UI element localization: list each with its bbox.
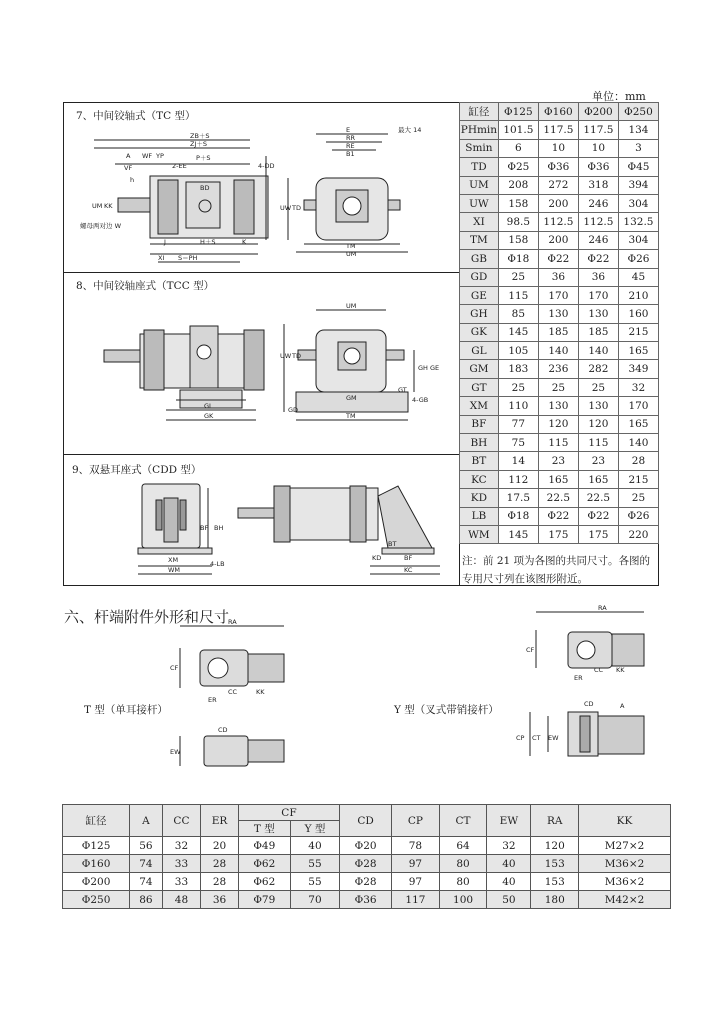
spec-label-cell: GH — [460, 305, 499, 323]
spec-value-cell: 200 — [538, 231, 578, 249]
accessory-cell: 33 — [162, 855, 201, 873]
spec-value-cell: Φ36 — [538, 158, 578, 176]
spec-value-cell: 22.5 — [538, 489, 578, 507]
accessory-header-cell: CP — [392, 805, 440, 837]
spec-value-cell: 25 — [578, 378, 618, 396]
dim-label: 4-DD — [258, 162, 275, 170]
spec-value-cell: 170 — [618, 397, 658, 415]
spec-row — [460, 213, 659, 231]
accessory-header-cell: CT — [439, 805, 487, 837]
accessory-cell: Φ20 — [340, 837, 392, 855]
accessory-cell: 50 — [487, 891, 531, 909]
tcc-front-view-drawing — [284, 310, 414, 420]
spec-value-cell: 210 — [618, 286, 658, 304]
dim-label: GH — [418, 364, 428, 372]
t-type-drawing — [180, 626, 284, 766]
dim-label: BF — [200, 524, 209, 532]
spec-value-cell: 101.5 — [498, 121, 538, 139]
dim-label: EW — [548, 734, 559, 742]
spec-value-cell: 200 — [538, 194, 578, 212]
accessory-table — [62, 804, 671, 909]
spec-value-cell: 185 — [538, 323, 578, 341]
spec-label-cell: PHmin — [460, 121, 499, 139]
dim-label: S＝PH — [178, 254, 198, 262]
accessory-cell: 70 — [290, 891, 339, 909]
dim-label: TM — [346, 412, 356, 420]
dim-label: 4-GB — [412, 396, 429, 404]
dim-label: VF — [124, 164, 133, 172]
spec-value-cell: 215 — [618, 470, 658, 488]
dim-label: KK — [616, 666, 625, 674]
dim-label: 4-LB — [210, 560, 225, 568]
accessory-cell: 64 — [439, 837, 487, 855]
accessory-cell: Φ28 — [340, 855, 392, 873]
accessory-cell: Φ79 — [238, 891, 290, 909]
spec-value-cell: Φ18 — [498, 250, 538, 268]
dim-label: UM — [92, 202, 103, 210]
dim-label: ZJ＋S — [190, 140, 207, 148]
accessory-header-cell: RA — [531, 805, 579, 837]
dim-label: 最大 14 — [398, 126, 422, 134]
accessory-header-cell: 缸径 — [63, 805, 130, 837]
spec-label-cell: KC — [460, 470, 499, 488]
spec-value-cell: Φ22 — [578, 250, 618, 268]
spec-row — [460, 470, 659, 488]
accessory-cell: 97 — [392, 855, 440, 873]
spec-value-cell: 98.5 — [498, 213, 538, 231]
dim-label: UM — [346, 250, 357, 258]
spec-value-cell: 117.5 — [538, 121, 578, 139]
accessory-cell: 40 — [290, 837, 339, 855]
dim-label: H＋S — [200, 238, 216, 246]
accessory-header-cell: CC — [162, 805, 201, 837]
accessory-cell: M27×2 — [579, 837, 671, 855]
section-title-tc: 7、中间铰轴式（TC 型） — [76, 110, 196, 122]
spec-value-cell: 183 — [498, 360, 538, 378]
spec-value-cell: 304 — [618, 194, 658, 212]
spec-label-cell: TM — [460, 231, 499, 249]
spec-value-cell: 112.5 — [538, 213, 578, 231]
spec-value-cell: 25 — [538, 378, 578, 396]
dim-label: TD — [292, 352, 301, 360]
spec-row — [460, 507, 659, 525]
spec-value-cell: 117.5 — [578, 121, 618, 139]
spec-label-cell: TD — [460, 158, 499, 176]
accessory-cell: M36×2 — [579, 873, 671, 891]
spec-label-cell: GB — [460, 250, 499, 268]
dim-label: J — [164, 238, 166, 246]
spec-value-cell: 165 — [578, 470, 618, 488]
spec-label-cell: GE — [460, 286, 499, 304]
spec-value-cell: 158 — [498, 194, 538, 212]
spec-value-cell: 208 — [498, 176, 538, 194]
spec-value-cell: Φ250 — [618, 103, 658, 121]
spec-value-cell: 272 — [538, 176, 578, 194]
spec-value-cell: 32 — [618, 378, 658, 396]
accessory-row — [63, 891, 671, 909]
spec-value-cell: 130 — [578, 305, 618, 323]
spec-value-cell: 115 — [578, 434, 618, 452]
spec-value-cell: 115 — [498, 286, 538, 304]
spec-value-cell: 394 — [618, 176, 658, 194]
spec-value-cell: 185 — [578, 323, 618, 341]
dim-label: GK — [204, 412, 214, 420]
accessory-cell: 120 — [531, 837, 579, 855]
dim-label: UM — [346, 302, 357, 310]
accessory-header-cell: EW — [487, 805, 531, 837]
spec-row — [460, 342, 659, 360]
accessory-cell: Φ250 — [63, 891, 130, 909]
dim-label: GM — [346, 394, 357, 402]
spec-value-cell: 220 — [618, 525, 658, 543]
spec-value-cell: Φ200 — [578, 103, 618, 121]
accessory-cell: Φ200 — [63, 873, 130, 891]
spec-value-cell: 112.5 — [578, 213, 618, 231]
spec-value-cell: 170 — [538, 286, 578, 304]
dim-label: CC — [228, 688, 238, 696]
spec-label-cell: GL — [460, 342, 499, 360]
spec-value-cell: 115 — [538, 434, 578, 452]
spec-value-cell: Φ22 — [538, 250, 578, 268]
spec-label-cell: BH — [460, 434, 499, 452]
spec-value-cell: Φ45 — [618, 158, 658, 176]
dim-label: RA — [598, 604, 607, 612]
spec-value-cell: 17.5 — [498, 489, 538, 507]
accessory-cell: 80 — [439, 855, 487, 873]
dim-label: KC — [404, 566, 413, 574]
spec-row — [460, 397, 659, 415]
accessory-cell: Φ28 — [340, 873, 392, 891]
dim-label: KD — [372, 554, 382, 562]
spec-value-cell: 140 — [578, 342, 618, 360]
dim-label: BT — [388, 540, 397, 548]
spec-value-cell: Φ22 — [538, 507, 578, 525]
accessory-cell: 40 — [487, 873, 531, 891]
spec-label-cell: XM — [460, 397, 499, 415]
dim-label: XM — [168, 556, 179, 564]
dim-label: EW — [170, 748, 181, 756]
spec-value-cell: 165 — [618, 342, 658, 360]
spec-row — [460, 323, 659, 341]
dim-label: KK — [256, 688, 265, 696]
spec-value-cell: 304 — [618, 231, 658, 249]
dim-label: A — [126, 152, 131, 160]
dim-label: K — [242, 238, 247, 246]
accessory-cell: 74 — [130, 855, 163, 873]
spec-row — [460, 194, 659, 212]
spec-value-cell: 318 — [578, 176, 618, 194]
dim-label: CD — [218, 726, 228, 734]
accessory-row — [63, 855, 671, 873]
dim-label: TM — [346, 242, 356, 250]
dim-label: UW — [280, 204, 292, 212]
spec-value-cell: Φ22 — [578, 507, 618, 525]
dim-label: BF — [404, 554, 413, 562]
accessory-header-cell: KK — [579, 805, 671, 837]
accessory-cell: M42×2 — [579, 891, 671, 909]
accessory-cell: Φ62 — [238, 873, 290, 891]
spec-row — [460, 121, 659, 139]
dim-label: 螺母两对边 W — [80, 222, 121, 230]
dim-label: P＋S — [196, 154, 211, 162]
dim-label: ZB＋S — [190, 132, 210, 140]
accessory-header-cell: CD — [340, 805, 392, 837]
dim-label: CC — [594, 666, 604, 674]
spec-value-cell: 145 — [498, 323, 538, 341]
spec-value-cell: 236 — [538, 360, 578, 378]
spec-value-cell: 23 — [578, 452, 618, 470]
dim-label: RA — [228, 618, 237, 626]
spec-value-cell: 10 — [578, 139, 618, 157]
accessory-subheader-cell: T 型 — [238, 821, 290, 837]
spec-value-cell: 112 — [498, 470, 538, 488]
spec-row — [460, 231, 659, 249]
dim-label: TD — [292, 204, 301, 212]
accessory-cell: 74 — [130, 873, 163, 891]
dim-label: YP — [156, 152, 164, 160]
spec-row — [460, 176, 659, 194]
accessory-header-row — [63, 805, 671, 821]
spec-row — [460, 305, 659, 323]
accessory-cell: 153 — [531, 855, 579, 873]
unit-label: 单位：mm — [592, 90, 646, 103]
accessory-cell: 180 — [531, 891, 579, 909]
spec-label-cell: UW — [460, 194, 499, 212]
spec-value-cell: 165 — [538, 470, 578, 488]
tcc-side-view-drawing — [104, 326, 264, 420]
dim-label: RR — [346, 134, 356, 142]
accessory-subheader-cell: Y 型 — [290, 821, 339, 837]
spec-value-cell: 120 — [578, 415, 618, 433]
spec-label-cell: BF — [460, 415, 499, 433]
dim-label: GD — [288, 406, 299, 414]
accessory-cell: 28 — [201, 873, 239, 891]
dim-label: GL — [204, 402, 213, 410]
spec-row — [460, 525, 659, 543]
spec-value-cell: Φ125 — [498, 103, 538, 121]
spec-value-cell: 36 — [538, 268, 578, 286]
spec-value-cell: 25 — [618, 489, 658, 507]
spec-value-cell: 130 — [538, 397, 578, 415]
accessory-cell: 56 — [130, 837, 163, 855]
dim-label: CF — [526, 646, 535, 654]
dim-label: ER — [574, 674, 583, 682]
spec-value-cell: 175 — [538, 525, 578, 543]
dim-label: BD — [200, 184, 210, 192]
accessory-cell: 48 — [162, 891, 201, 909]
accessory-cell: 55 — [290, 873, 339, 891]
dim-label: BH — [214, 524, 224, 532]
spec-label-cell: GD — [460, 268, 499, 286]
spec-label-cell: GT — [460, 378, 499, 396]
accessory-cell: 86 — [130, 891, 163, 909]
spec-value-cell: 282 — [578, 360, 618, 378]
accessory-cell: 32 — [162, 837, 201, 855]
dim-label: B1 — [346, 150, 355, 158]
spec-row — [460, 434, 659, 452]
spec-value-cell: 140 — [538, 342, 578, 360]
accessory-cell: 78 — [392, 837, 440, 855]
spec-label-cell: LB — [460, 507, 499, 525]
section-title-cdd: 9、双悬耳座式（CDD 型） — [72, 464, 202, 476]
spec-row — [460, 268, 659, 286]
spec-value-cell: 85 — [498, 305, 538, 323]
y-type-caption: Y 型（叉式带销接杆） — [394, 704, 499, 716]
section6-heading: 六、杆端附件外形和尺寸 — [64, 608, 230, 626]
spec-label-cell: Smin — [460, 139, 499, 157]
spec-label-cell: XI — [460, 213, 499, 231]
spec-value-cell: 140 — [618, 434, 658, 452]
spec-value-cell: 246 — [578, 194, 618, 212]
spec-row — [460, 452, 659, 470]
spec-value-cell: Φ25 — [498, 158, 538, 176]
spec-value-cell: 110 — [498, 397, 538, 415]
spec-value-cell: 22.5 — [578, 489, 618, 507]
spec-value-cell: Φ26 — [618, 250, 658, 268]
spec-row — [460, 489, 659, 507]
spec-value-cell: 28 — [618, 452, 658, 470]
spec-label-cell: GM — [460, 360, 499, 378]
spec-value-cell: 349 — [618, 360, 658, 378]
accessory-cell: 80 — [439, 873, 487, 891]
accessory-cell: 55 — [290, 855, 339, 873]
accessory-cell: 33 — [162, 873, 201, 891]
accessory-cell: Φ160 — [63, 855, 130, 873]
accessory-cell: 117 — [392, 891, 440, 909]
spec-label-cell: KD — [460, 489, 499, 507]
dim-label: KK — [104, 202, 113, 210]
spec-value-cell: 25 — [498, 268, 538, 286]
spec-row — [460, 286, 659, 304]
accessory-cell: 97 — [392, 873, 440, 891]
dim-label: 2-EE — [172, 162, 187, 170]
spec-value-cell: 215 — [618, 323, 658, 341]
dim-label: WF — [142, 152, 153, 160]
dim-label: GT — [398, 386, 407, 394]
spec-value-cell: 25 — [498, 378, 538, 396]
spec-value-cell: 10 — [538, 139, 578, 157]
dim-label: XI — [158, 254, 165, 262]
spec-label-cell: BT — [460, 452, 499, 470]
spec-value-cell: 246 — [578, 231, 618, 249]
spec-note: 注：前 21 项为各图的共同尺寸。各图的专用尺寸列在该图形附近。 — [462, 555, 651, 585]
accessory-cell: M36×2 — [579, 855, 671, 873]
spec-value-cell: Φ18 — [498, 507, 538, 525]
spec-value-cell: 6 — [498, 139, 538, 157]
spec-value-cell: Φ26 — [618, 507, 658, 525]
spec-value-cell: 145 — [498, 525, 538, 543]
dim-label: A — [620, 702, 625, 710]
spec-label-cell: 缸径 — [460, 103, 499, 121]
accessory-header-cell: CF — [238, 805, 339, 821]
dim-label: WM — [168, 566, 181, 574]
spec-value-cell: 158 — [498, 231, 538, 249]
accessory-cell: 28 — [201, 855, 239, 873]
spec-label-cell: UM — [460, 176, 499, 194]
accessory-cell: Φ49 — [238, 837, 290, 855]
accessory-cell: Φ62 — [238, 855, 290, 873]
spec-value-cell: 3 — [618, 139, 658, 157]
dim-label: CD — [584, 700, 594, 708]
accessory-row — [63, 873, 671, 891]
accessory-cell: Φ36 — [340, 891, 392, 909]
accessory-cell: 20 — [201, 837, 239, 855]
spec-table — [459, 102, 659, 544]
spec-row — [460, 415, 659, 433]
spec-label-cell: WM — [460, 525, 499, 543]
spec-row — [460, 158, 659, 176]
spec-value-cell: 105 — [498, 342, 538, 360]
spec-row — [460, 360, 659, 378]
dim-label: h — [130, 176, 135, 184]
spec-value-cell: 77 — [498, 415, 538, 433]
dim-label: CF — [170, 664, 179, 672]
t-type-caption: T 型（单耳接杆） — [84, 704, 168, 716]
spec-value-cell: 134 — [618, 121, 658, 139]
dim-label: CT — [532, 734, 541, 742]
spec-value-cell: 23 — [538, 452, 578, 470]
accessory-header-cell: A — [130, 805, 163, 837]
spec-row — [460, 139, 659, 157]
spec-value-cell: 160 — [618, 305, 658, 323]
spec-value-cell: 14 — [498, 452, 538, 470]
accessory-cell: 36 — [201, 891, 239, 909]
accessory-row — [63, 837, 671, 855]
accessory-header-cell: ER — [201, 805, 239, 837]
spec-value-cell: 75 — [498, 434, 538, 452]
accessory-cell: 153 — [531, 873, 579, 891]
spec-value-cell: 120 — [538, 415, 578, 433]
accessory-cell: Φ125 — [63, 837, 130, 855]
spec-value-cell: 36 — [578, 268, 618, 286]
spec-value-cell: 132.5 — [618, 213, 658, 231]
dim-label: UW — [280, 352, 292, 360]
dim-label: RE — [346, 142, 355, 150]
dim-label: CP — [516, 734, 525, 742]
spec-value-cell: 130 — [538, 305, 578, 323]
spec-row — [460, 378, 659, 396]
spec-value-cell: Φ160 — [538, 103, 578, 121]
spec-value-cell: 175 — [578, 525, 618, 543]
accessory-cell: 32 — [487, 837, 531, 855]
spec-header-row — [460, 103, 659, 121]
dim-label: E — [346, 126, 351, 134]
spec-label-cell: GK — [460, 323, 499, 341]
accessory-cell: 40 — [487, 855, 531, 873]
spec-value-cell: 165 — [618, 415, 658, 433]
spec-value-cell: 45 — [618, 268, 658, 286]
section-title-tcc: 8、中间铰轴座式（TCC 型） — [76, 280, 215, 292]
dim-label: ER — [208, 696, 217, 704]
spec-value-cell: 170 — [578, 286, 618, 304]
spec-value-cell: 130 — [578, 397, 618, 415]
dim-label: GE — [430, 364, 440, 372]
accessory-cell: 100 — [439, 891, 487, 909]
spec-value-cell: Φ36 — [578, 158, 618, 176]
spec-row — [460, 250, 659, 268]
